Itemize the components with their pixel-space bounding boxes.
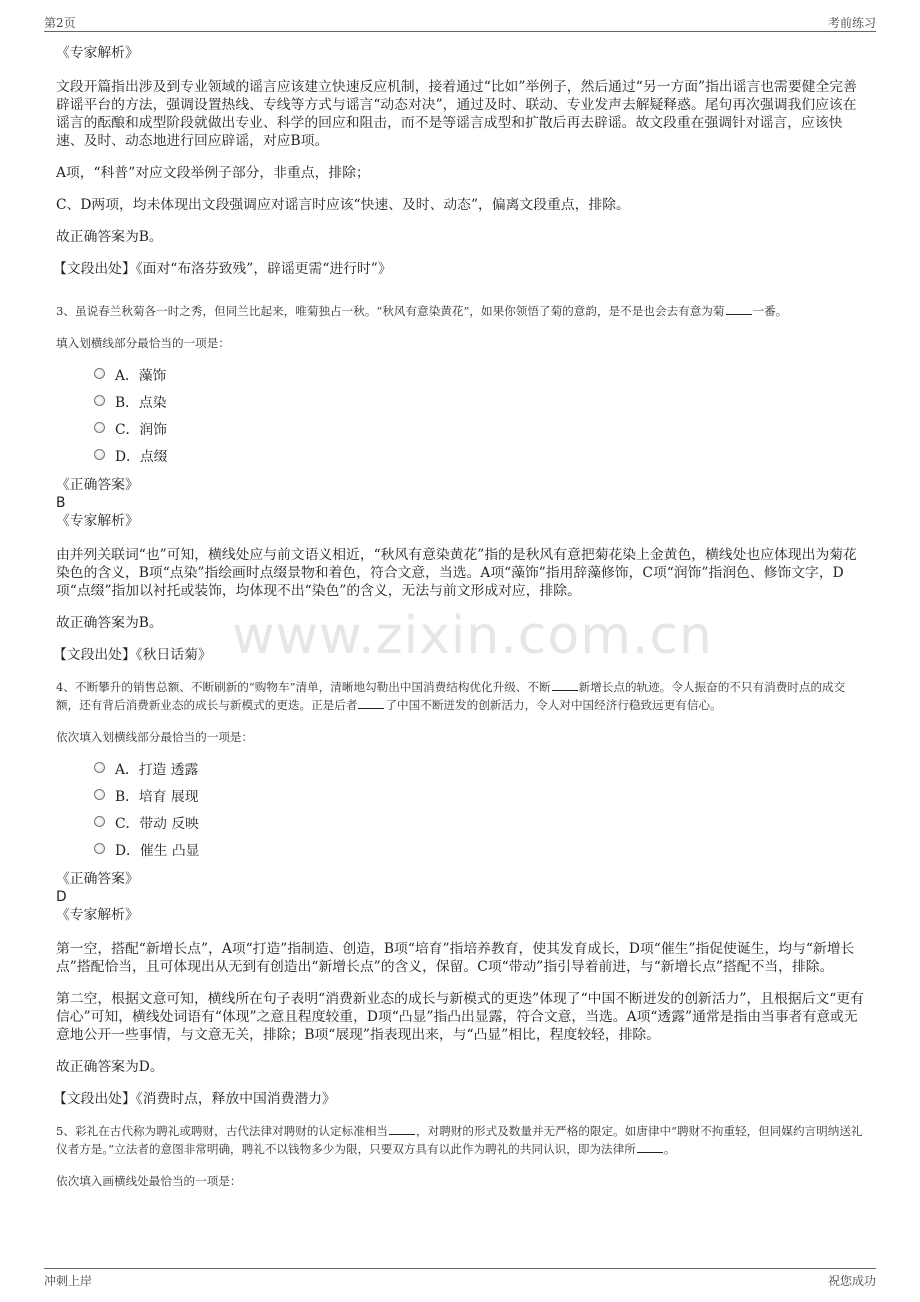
q4-source: 【文段出处】《消费时点，释放中国消费潜力》 <box>53 1091 336 1107</box>
q3-answer: B <box>56 495 66 511</box>
q3-analysis: 由并列关联词“也”可知，横线处应与前文语义相近，“秋风有意染黄花”指的是秋风有意把菊花染上金黄色，横线处也应体现出为菊花染色的含义，B项“点染”指绘画时点缀景物和着色，符合文意，当选。A项“藻饰”指用辞藻修饰，C项“润饰”指润色、修饰文字，D项“点缀”指加以衬托或装饰，均体现不出“染色”的含义，无法与前文形成对应，排除。 <box>56 547 857 599</box>
q3-stem <box>56 302 866 320</box>
q3-stem-part: 3、虽说春兰秋菊各一时之秀，但同兰比起来，唯菊独占一秋。“秋风有意染黄花”，如果你领悟了菊的意韵，是不是也会去有意为菊 <box>56 304 725 318</box>
radio-icon[interactable] <box>94 843 105 854</box>
footer-rule <box>44 1268 876 1269</box>
q5-stem-part: 。 <box>663 1142 676 1156</box>
q3-expert-heading: 《专家解析》 <box>56 513 139 529</box>
q5-stem-part: 5、彩礼在古代称为聘礼或聘财，古代法律对聘财的认定标准相当 <box>56 1124 389 1138</box>
q4-answer-heading: 《正确答案》 <box>56 871 139 887</box>
q3-option-a[interactable] <box>94 360 866 387</box>
q3-source: 【文段出处】《秋日话菊》 <box>53 647 212 663</box>
q4-blank-2 <box>358 696 384 709</box>
q4-analysis-1: 第一空，搭配“新增长点”，A项“打造”指制造、创造，B项“培育”指培养教育，使其发育成长，D项“催生”指促使诞生，均与“新增长点”搭配恰当，且可体现出从无到有创造出“新增长点”的含义，保留。C项“带动”指引导着前进，与“新增长点”搭配不当，排除。 <box>56 941 855 975</box>
option-label: D．催生 凸显 <box>115 842 200 859</box>
q3-answer-heading: 《正确答案》 <box>56 477 139 493</box>
q2-source: 【文段出处】《面对“布洛芬致残”，辟谣更需“进行时”》 <box>53 261 392 277</box>
page-header <box>44 14 876 31</box>
option-label: B．培育 展现 <box>115 788 199 805</box>
q2-analysis: 文段开篇指出涉及到专业领域的谣言应该建立快速反应机制，接着通过“比如”举例子，然后通过“另一方面”指出谣言也需要健全完善辟谣平台的方法，强调设置热线、专线等方式与谣言“动态对决”，通过及时、联动、专业发声去解疑释惑。尾句再次强调我们应该在谣言的酝酿和成型阶段就做出专业、科学的回应和阻击，而不是等谣言成型和扩散后再去辟谣。故文段重在强调针对谣言，应该快速、及时、动态地进行回应辟谣，对应B项。 <box>56 79 857 149</box>
document-body <box>53 44 866 1190</box>
q4-stem-part: 新增长点的轨迹。令人振奋的不只有消费时点的成交额，还有背后消费新业态的成长与新模式的更迭。正是后者 <box>56 680 846 712</box>
q4-conclusion: 故正确答案为D。 <box>56 1059 164 1075</box>
header-rule <box>44 31 876 32</box>
footer-right-text: 祝您成功 <box>827 1274 876 1288</box>
q5-stem-part: ，对聘财的形式及数量并无严格的限定。如唐律中“聘财不拘重轻，但同媒约言明纳送礼仪者方是。”立法者的意图非常明确，聘礼不以钱物多少为限，只要双方具有以此作为聘礼的共同认识，即为法律所 <box>56 1124 863 1156</box>
q3-stem-part: 一番。 <box>752 304 788 318</box>
radio-icon[interactable] <box>94 395 105 406</box>
header-title: 考前练习 <box>827 16 876 30</box>
page-footer <box>44 1272 876 1289</box>
q2-conclusion: 故正确答案为B。 <box>56 229 163 245</box>
q5-blank-1 <box>389 1122 415 1135</box>
option-label: D．点缀 <box>115 448 168 465</box>
q4-options <box>94 754 866 862</box>
radio-icon[interactable] <box>94 789 105 800</box>
q2-expert-heading: 《专家解析》 <box>56 45 139 61</box>
q3-options <box>94 360 866 468</box>
q3-prompt: 填入划横线部分最恰当的一项是： <box>56 336 230 350</box>
q2-note-cd: C、D两项，均未体现出文段强调应对谣言时应该“快速、及时、动态”，偏离文段重点，排除。 <box>56 197 630 213</box>
q5-stem <box>56 1122 866 1158</box>
q3-blank <box>726 302 752 315</box>
q4-stem-part: 4、不断攀升的销售总额、不断刷新的“购物车”清单，清晰地勾勒出中国消费结构优化升级、不断 <box>56 680 551 694</box>
q4-option-d[interactable] <box>94 835 866 862</box>
q4-stem <box>56 678 866 714</box>
option-label: A．打造 透露 <box>115 761 199 778</box>
q4-option-a[interactable] <box>94 754 866 781</box>
q2-note-a: A项，“科普”对应文段举例子部分，非重点，排除； <box>56 165 370 181</box>
q4-expert-heading: 《专家解析》 <box>56 907 139 923</box>
radio-icon[interactable] <box>94 816 105 827</box>
option-label: C．润饰 <box>115 421 167 438</box>
q4-option-c[interactable] <box>94 808 866 835</box>
radio-icon[interactable] <box>94 422 105 433</box>
watermark: www.zixin.com.cn <box>232 606 713 666</box>
radio-icon[interactable] <box>94 368 105 379</box>
q4-answer: D <box>56 889 67 905</box>
radio-icon[interactable] <box>94 449 105 460</box>
option-label: B．点染 <box>115 394 167 411</box>
q5-blank-2 <box>637 1140 663 1153</box>
footer-left-text: 冲刺上岸 <box>44 1274 93 1288</box>
radio-icon[interactable] <box>94 762 105 773</box>
option-label: C．带动 反映 <box>115 815 199 832</box>
q4-stem-part: 了中国不断迸发的创新活力，令人对中国经济行稳致远更有信心。 <box>385 698 722 712</box>
q4-option-b[interactable] <box>94 781 866 808</box>
q4-blank-1 <box>552 678 578 691</box>
page-number: 第2页 <box>44 16 76 30</box>
q3-option-b[interactable] <box>94 387 866 414</box>
q4-analysis-2: 第二空，根据文意可知，横线所在句子表明“消费新业态的成长与新模式的更迭”体现了“中国不断迸发的创新活力”，且根据后文“更有信心”可知，横线处词语有“体现”之意且程度较重，D项“凸显”指凸出显露，符合文意，当选。A项“透露”通常是指由当事者有意或无意地公开一些事情，与文意无关，排除；B项“展现”指表现出来，与“凸显”相比，程度较轻，排除。 <box>56 991 864 1043</box>
q3-option-d[interactable] <box>94 441 866 468</box>
q5-prompt: 依次填入画横线处最恰当的一项是： <box>56 1174 242 1188</box>
q3-conclusion: 故正确答案为B。 <box>56 615 163 631</box>
q4-prompt: 依次填入划横线部分最恰当的一项是： <box>56 730 254 744</box>
q3-option-c[interactable] <box>94 414 866 441</box>
option-label: A．藻饰 <box>115 367 167 384</box>
